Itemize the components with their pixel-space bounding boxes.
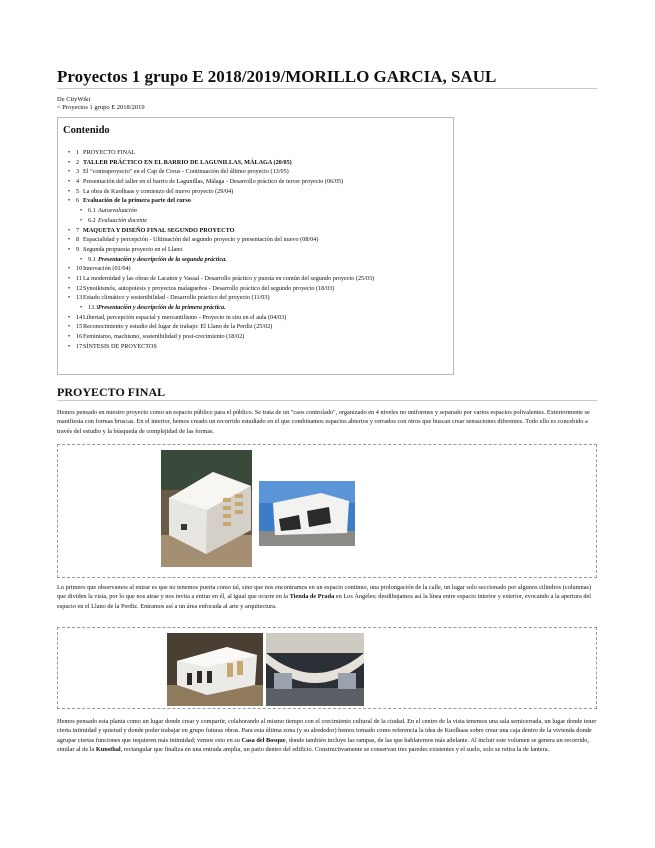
paragraph-2: [57, 583, 597, 611]
toc-item[interactable]: [58, 206, 453, 216]
toc-item-label[interactable]: Autoevaluación: [98, 207, 137, 215]
toc-item-label[interactable]: Evaluación docente: [98, 216, 147, 224]
toc-item-number: 6.2: [88, 216, 96, 224]
toc-item-number: 13: [76, 294, 83, 302]
toc-bullet: •: [68, 265, 71, 273]
toc-item-number: 15: [76, 323, 83, 331]
toc-item[interactable]: [58, 245, 453, 255]
toc-title: Contenido: [63, 125, 110, 136]
toc-bullet: •: [80, 216, 83, 224]
toc-item[interactable]: [58, 148, 453, 158]
toc-item-number: 9: [76, 245, 80, 253]
toc-item-label[interactable]: Espacialidad y percepción - Ultimación del segundo proyecto y presentación del nuevo (08/04): [83, 236, 319, 244]
toc-item[interactable]: [58, 293, 453, 303]
toc-item[interactable]: [58, 313, 453, 323]
model-photo-2[interactable]: [167, 633, 263, 706]
back-link[interactable]: < Proyectos 1 grupo E 2018/2019: [57, 104, 145, 111]
toc-item-number: 5: [76, 187, 80, 195]
toc-item[interactable]: [58, 187, 453, 197]
toc-item-number: 7: [76, 226, 80, 234]
toc-bullet: •: [68, 323, 71, 331]
toc-bullet: •: [68, 333, 71, 341]
toc-bullet: •: [68, 313, 71, 321]
toc-list: [58, 148, 453, 351]
paragraph-1: Hemos pensado en nuestro proyecto como un espacio público para el público. Se trata de un "caos controlado", organizado en 4 niveles no uniformes y separado por varios espacios polivalentes. Exteriormente se manifiesta con formas bruscas. En el interior, hemos creado un recorrido estudiado en el que combinamos espacios abiertos y cerrados con otros que buscan crear sensaciones diferentes. Todo ello es concebido a través del estudio y la búsqueda de complejidad de las formas.: [57, 409, 590, 435]
toc-item-number: 6.1: [88, 207, 96, 215]
toc-item[interactable]: [58, 216, 453, 226]
prada-store-link: Tienda de Prada: [289, 593, 335, 601]
toc-item[interactable]: [58, 167, 453, 177]
toc-item-label[interactable]: Evaluación de la primera parte del curso: [83, 197, 191, 205]
image-gallery-2: [57, 627, 597, 709]
toc-item[interactable]: [58, 342, 453, 352]
paragraph-3-text-a: Hemos pensado esta planta como un lugar donde crear y compartir, colaborando al mismo tiempo con el crecimiento cultural de la ciudad. En el centro de la vista tenemos una sala semicerrada, un lugar donde tener cierta intimidad y quietud y donde poder trabajar en grupo futuras obras. Para esta última zona (y su alrededor) hemos tomado como referencia la idea de Kuolhaas sobre crear una caja dentro de la vivienda donde agrupar ciertas funciones que requieren más intimidad; vemos esto en su: [57, 718, 597, 744]
toc-item-number: 10: [76, 265, 83, 273]
toc-item-label[interactable]: El "contraproyecto" en el Cap de Creus - Continuación del último proyecto (13/05): [83, 168, 289, 176]
paragraph-3-text-d: , rectangular que finaliza en una entrada amplia, un patio dentro del edificio. Constructivamente se conservan tres paredes existentes y el suelo, solo se retira la de lantera.: [120, 745, 550, 753]
toc-item[interactable]: [58, 255, 453, 265]
toc-item[interactable]: [58, 284, 453, 294]
toc-item-number: 14: [76, 313, 83, 321]
toc-item-label[interactable]: Presentación y descripción de la primera práctica.: [98, 304, 226, 311]
toc-item[interactable]: [58, 274, 453, 284]
toc-bullet: •: [68, 197, 71, 205]
toc-bullet: •: [68, 149, 71, 156]
toc-item-label[interactable]: Libertad, percepción espacial y mercantilismo - Proyecto in situ en el aula (04/03): [83, 313, 287, 321]
toc-item-number: 16: [76, 333, 83, 341]
table-of-contents: [57, 117, 454, 375]
toc-bullet: •: [68, 178, 71, 186]
toc-item-number: 13.1: [88, 304, 99, 311]
toc-item-label[interactable]: La obra de Kuolhaas y comienzo del nuevo proyecto (29/04): [83, 187, 234, 195]
toc-item-number: 8: [76, 236, 80, 244]
toc-item-label[interactable]: TALLER PRÁCTICO EN EL BARRIO DE LAGUNILLAS, MÁLAGA (20/05): [83, 158, 292, 166]
toc-item-label[interactable]: Presentación del taller en el barrio de Lagunillas, Málaga - Desarrollo práctico de tercer proyecto (06/05): [83, 178, 344, 186]
toc-item-label[interactable]: PROYECTO FINAL: [83, 149, 136, 156]
paragraph-3: [57, 717, 597, 754]
toc-item-number: 11: [76, 274, 82, 282]
toc-bullet: •: [68, 168, 71, 176]
toc-bullet: •: [68, 284, 71, 292]
paragraph-2-text-c: en Los Ángeles; desdibujamos así la línea entre espacio interior y exterior, evocando a la apertura del espacio en el Llano de la Perdiz. Entramos así a un área enfocada al arte y arquitectura.: [57, 593, 592, 610]
toc-bullet: •: [68, 226, 71, 234]
toc-item[interactable]: [58, 235, 453, 245]
toc-item-number: 3: [76, 168, 80, 176]
toc-bullet: •: [80, 304, 83, 311]
toc-bullet: •: [80, 255, 83, 263]
toc-item-number: 12: [76, 284, 83, 292]
toc-item-label[interactable]: Presentación y descripción de la segunda práctica.: [98, 255, 227, 263]
toc-item-label[interactable]: Feminismo, machismo, sostenibilidad y post-crecimiento (18/02): [83, 333, 245, 341]
toc-bullet: •: [80, 207, 83, 215]
toc-item[interactable]: [58, 226, 453, 236]
toc-bullet: •: [68, 236, 71, 244]
toc-item-label[interactable]: Innovación (01/04): [83, 265, 131, 273]
toc-item-number: 17: [76, 342, 83, 350]
toc-item-label[interactable]: Estado climático y sostenibilidad - Desarrollo práctico del proyecto (11/03): [83, 294, 270, 302]
model-photo-1[interactable]: [161, 450, 252, 567]
toc-item[interactable]: [58, 264, 453, 274]
toc-bullet: •: [68, 294, 71, 302]
toc-bullet: •: [68, 342, 71, 350]
page-title: Proyectos 1 grupo E 2018/2019/MORILLO GARCIA, SAUL: [57, 66, 597, 89]
toc-item-number: 4: [76, 178, 80, 186]
toc-item-label[interactable]: Segunda propuesta proyecto en el Llano: [83, 245, 183, 253]
toc-item-label[interactable]: MAQUETA Y DISEÑO FINAL SEGUNDO PROYECTO: [83, 226, 235, 234]
toc-item[interactable]: [58, 322, 453, 332]
paragraph-2-text-a: Lo primero que observamos al entrar es que no tenemos puerta como tal, sino que nos encontramos en un espacio continuo, una prolongación de la calle, un lugar solo seccionado por algunos cilindros (columnas) que dividen la vista, por lo que nos atrae y nos invita a entrar en él, al igual que ocurre en la: [57, 584, 592, 601]
toc-bullet: •: [68, 274, 71, 282]
casa-del-bosque-link: Casa del Bosque: [241, 736, 286, 744]
toc-bullet: •: [68, 187, 71, 195]
toc-item-label[interactable]: La modernidad y las obras de Lacaton y Vassal - Desarrollo práctico y puesta en común del segundo proyecto (25/03): [83, 274, 375, 282]
toc-item[interactable]: [58, 158, 453, 168]
source-line: De CityWiki: [57, 96, 91, 103]
toc-item-label[interactable]: Synoikismós, autopoiesis y proyectos malagueños - Desarrollo práctico del segundo proyecto (18/03): [83, 284, 335, 292]
toc-item-number: 1: [76, 149, 80, 156]
toc-item[interactable]: [58, 303, 453, 313]
toc-bullet: •: [68, 245, 71, 253]
toc-item-label[interactable]: SÍNTESIS DE PROYECTOS: [83, 342, 157, 350]
toc-item[interactable]: [58, 177, 453, 187]
store-interior-photo[interactable]: [266, 633, 364, 706]
toc-item-number: 2: [76, 158, 80, 166]
reference-building-photo[interactable]: [259, 481, 355, 546]
toc-item-number: 6: [76, 197, 80, 205]
image-gallery-1: [57, 444, 597, 578]
toc-item[interactable]: [58, 196, 453, 206]
section-heading: PROYECTO FINAL: [57, 384, 597, 401]
toc-item[interactable]: [58, 332, 453, 342]
kunsthal-link: Kunsthal: [95, 745, 121, 753]
toc-item-number: 9.1: [88, 255, 96, 263]
paragraph-3-text-c: , donde también incluye las rampas, de las que hablaremos más adelante. Al incluir este volumen se genera un recorrido, similar al de la: [57, 736, 589, 753]
toc-bullet: •: [68, 158, 71, 166]
toc-item-label[interactable]: Reconocimiento y estudio del lugar de trabajo: El Llano de la Perdiz (25/02): [83, 323, 273, 331]
